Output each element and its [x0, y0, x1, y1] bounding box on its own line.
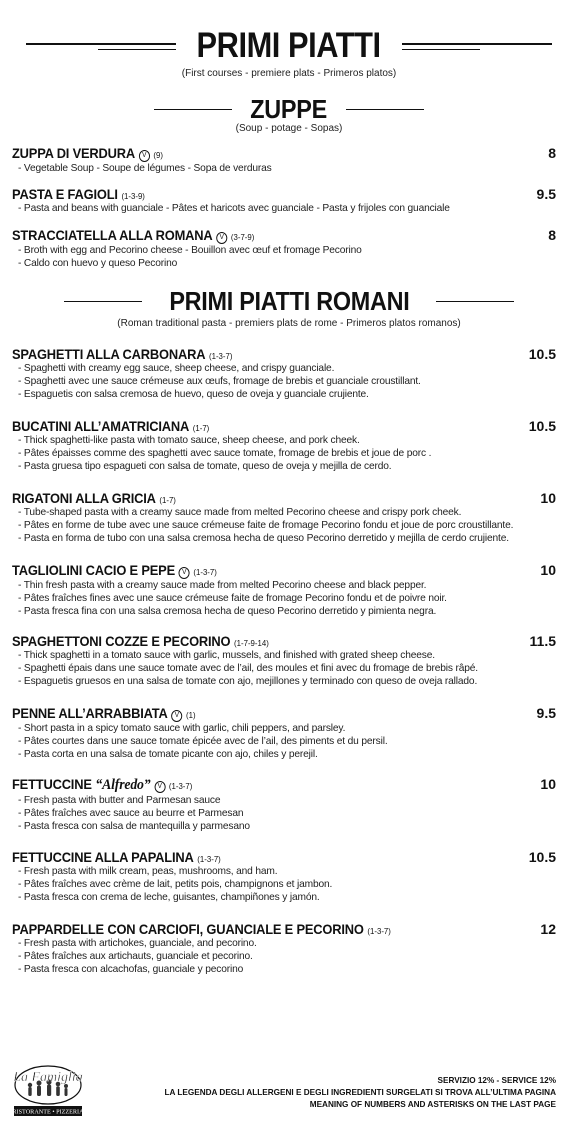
allergen-codes: (9) — [153, 150, 163, 160]
asterisk-meaning-note: MEANING OF NUMBERS AND ASTERISKS ON THE LAST PAGE — [309, 1100, 556, 1109]
romani-header — [0, 286, 578, 317]
logo-script: La Famiglia — [13, 1070, 83, 1085]
main-header — [0, 26, 578, 66]
menu-item-description: - Thick spaghetti-like pasta with tomato sauce, sheep cheese, and pork cheek. — [18, 435, 360, 446]
menu-item-price: 11.5 — [529, 633, 556, 649]
menu-item-description: - Espaguetis gruesos en una salsa de tomate con ajo, mejillones y terminado con queso de oveja rallado. — [18, 676, 478, 687]
menu-item-header — [12, 227, 556, 244]
menu-item-description: - Pasta corta en una salsa de tomate picante con ajo, chiles y perejil. — [18, 749, 318, 760]
menu-item-name: BUCATINI ALL’AMATRICIANA — [12, 418, 190, 434]
menu-item-description: - Fresh pasta with milk cream, peas, mushrooms, and ham. — [18, 866, 278, 877]
menu-item — [12, 849, 556, 904]
menu-item-description: - Spaghetti avec une sauce crémeuse aux œufs, fromage de brebis et guanciale croustillant. — [18, 376, 421, 387]
menu-item — [12, 776, 556, 833]
logo-banner: RISTORANTE • PIZZERIA — [12, 1108, 84, 1116]
menu-item-italic-name: “Alfredo” — [95, 777, 151, 793]
menu-item-title — [12, 346, 232, 362]
menu-item-description: - Pasta fresca con salsa de mantequilla y parmesano — [18, 821, 250, 832]
menu-item-header — [12, 776, 556, 794]
menu-item-name: TAGLIOLINI CACIO E PEPE — [12, 562, 175, 578]
menu-item-description: - Short pasta in a spicy tomato sauce with garlic, chili peppers, and parsley. — [18, 723, 346, 734]
menu-item — [12, 921, 556, 976]
zuppe-header — [0, 94, 578, 125]
footer-note — [165, 1075, 556, 1111]
menu-item-description: - Fresh pasta with butter and Parmesan sauce — [18, 795, 221, 806]
menu-item-description: - Tube-shaped pasta with a creamy sauce made from melted Pecorino cheese and crispy pork cheek. — [18, 507, 462, 518]
menu-item-description: - Spaghetti épais dans une sauce tomate avec de l’ail, des moules et fini avec du fromage de brebis râpé. — [18, 663, 478, 674]
menu-item-price: 8 — [548, 145, 556, 161]
allergen-codes: (1-3-7) — [168, 781, 193, 791]
menu-item-description: - Pâtes fraîches fines avec une sauce crémeuse faite de fromage Pecorino fondu et de poivre noir. — [18, 593, 447, 604]
menu-item — [12, 227, 556, 270]
menu-item-name: PAPPARDELLE CON CARCIOFI, GUANCIALE E PECORINO — [12, 921, 364, 937]
menu-item-price: 9.5 — [536, 186, 556, 202]
menu-item-price: 10 — [540, 490, 556, 506]
menu-item-name: SPAGHETTI ALLA CARBONARA — [12, 346, 206, 362]
menu-item-description: - Pasta fresca fina con una salsa cremosa hecha de queso Pecorino derretido y pimienta negra. — [18, 606, 437, 617]
romani-right-rule — [436, 301, 514, 303]
allergen-legend-note: LA LEGENDA DEGLI ALLERGENI E DEGLI INGREDIENTI SURGELATI SI TROVA ALL’ULTIMA PAGINA — [164, 1088, 556, 1097]
menu-item — [12, 490, 556, 545]
menu-item-title — [12, 633, 269, 649]
zuppe-subtitle: (Soup - potage - Sopas) — [235, 123, 343, 134]
zuppe-right-rule — [346, 109, 424, 111]
menu-item — [12, 186, 556, 215]
menu-item-description: - Espaguetis con salsa cremosa de huevo, queso de oveja y guanciale crujiente. — [18, 389, 369, 400]
menu-item-description: - Caldo con huevo y queso Pecorino — [18, 258, 178, 269]
menu-item-description: - Pâtes courtes dans une sauce tomate épicée avec de l’ail, des piments et du persil. — [18, 736, 388, 747]
menu-item-description: - Pasta and beans with guanciale - Pâtes et haricots avec guanciale - Pasta y frijoles con guanciale — [18, 203, 450, 214]
left-double-rule — [26, 43, 176, 50]
page-subtitle: (First courses - premiere plats - Primeros platos) — [181, 68, 397, 79]
menu-item-name: PASTA E FAGIOLI — [12, 186, 118, 202]
allergen-codes: (1-7) — [159, 495, 176, 505]
menu-item-price: 10.5 — [528, 418, 556, 434]
allergen-codes: (1-3-7) — [197, 854, 221, 864]
menu-item-name: ZUPPA DI VERDURA — [12, 145, 136, 161]
menu-item-name: FETTUCCINE ALLA PAPALINA — [12, 849, 194, 865]
menu-item-price: 10 — [540, 562, 556, 578]
right-double-rule — [402, 43, 552, 50]
menu-item-description: - Pâtes fraîches avec crème de lait, petits pois, champignons et jambon. — [18, 879, 333, 890]
menu-item — [12, 705, 556, 761]
menu-item — [12, 145, 556, 175]
allergen-codes: (1-3-9) — [121, 191, 145, 201]
menu-item-header — [12, 705, 556, 722]
menu-item-description: - Pâtes fraîches aux artichauts, guanciale et pecorino. — [18, 951, 253, 962]
menu-item-description: - Thin fresh pasta with a creamy sauce made from melted Pecorino cheese and black pepper. — [18, 580, 427, 591]
menu-item-description: - Spaghetti with creamy egg sauce, sheep cheese, and crispy guanciale. — [18, 363, 335, 374]
menu-item-header — [12, 186, 556, 202]
menu-item-name: STRACCIATELLA ALLA ROMANA — [12, 227, 213, 243]
menu-item-title — [12, 562, 217, 579]
menu-item-description: - Pasta fresca con alcachofas, guanciale y pecorino — [18, 964, 244, 975]
allergen-codes: (1-3-7) — [208, 351, 233, 361]
menu-item-description: - Thick spaghetti in a tomato sauce with garlic, mussels, and finished with grated sheep cheese. — [18, 650, 435, 661]
menu-item-title — [12, 490, 176, 506]
menu-item-title — [12, 776, 192, 794]
menu-item-description: - Broth with egg and Pecorino cheese - Bouillon avec œuf et fromage Pecorino — [18, 245, 362, 256]
menu-item-header — [12, 490, 556, 506]
zuppe-title: ZUPPE — [250, 94, 328, 124]
menu-item-price: 12 — [540, 921, 556, 937]
menu-item — [12, 562, 556, 618]
menu-item-name: FETTUCCINE — [12, 776, 92, 792]
menu-item-title — [12, 145, 163, 162]
allergen-codes: (1-7-9-14) — [234, 638, 269, 648]
menu-item-header — [12, 145, 556, 162]
page-title: PRIMI PIATTI — [196, 26, 382, 65]
allergen-codes: (1-3-7) — [367, 926, 391, 936]
vegetarian-icon: V — [154, 781, 165, 793]
menu-item-price: 10 — [540, 776, 556, 792]
romani-subtitle: (Roman traditional pasta - premiers plats de rome - Primeros platos romanos) — [117, 318, 461, 329]
menu-item-title — [12, 705, 196, 722]
menu-item — [12, 346, 556, 401]
menu-item-price: 8 — [548, 227, 556, 243]
menu-item-header — [12, 562, 556, 579]
menu-item-title — [12, 227, 254, 244]
vegetarian-icon: V — [139, 150, 150, 162]
menu-item-description: - Pasta en forma de tubo con una salsa cremosa hecha de queso Pecorino derretido y mejilla de cerdo crujiente. — [18, 533, 509, 544]
menu-item-header — [12, 418, 556, 434]
romani-left-rule — [64, 301, 142, 303]
vegetarian-icon: V — [171, 710, 182, 722]
vegetarian-icon: V — [216, 232, 227, 244]
allergen-codes: (1-3-7) — [193, 567, 217, 577]
menu-item-description: - Pâtes fraîches avec sauce au beurre et Parmesan — [18, 808, 244, 819]
menu-item-name: RIGATONI ALLA GRICIA — [12, 490, 156, 506]
allergen-codes: (3-7-9) — [230, 232, 255, 242]
romani-title: PRIMI PIATTI ROMANI — [168, 286, 410, 316]
service-charge: SERVIZIO 12% - SERVICE 12% — [437, 1076, 556, 1085]
menu-item-description: - Pasta fresca con crema de leche, guisantes, champiñones y jamón. — [18, 892, 320, 903]
menu-item-price: 9.5 — [536, 705, 556, 721]
menu-item — [12, 633, 556, 688]
menu-item-description: - Fresh pasta with artichokes, guanciale, and pecorino. — [18, 938, 257, 949]
zuppe-left-rule — [154, 109, 232, 111]
menu-item-description: - Vegetable Soup - Soupe de légumes - Sopa de verduras — [18, 163, 272, 174]
menu-item-header — [12, 346, 556, 362]
menu-item-price: 10.5 — [528, 849, 556, 865]
allergen-codes: (1-7) — [192, 423, 210, 433]
menu-item-header — [12, 849, 556, 865]
menu-item-description: - Pâtes en forme de tube avec une sauce crémeuse faite de fromage Pecorino fondu et joue de porc croustillante. — [18, 520, 514, 531]
menu-item-header — [12, 921, 556, 937]
menu-item-title — [12, 418, 209, 434]
menu-item-title — [12, 921, 391, 937]
la-famiglia-logo — [12, 1063, 84, 1119]
vegetarian-icon: V — [179, 567, 190, 579]
menu-item — [12, 418, 556, 473]
allergen-codes: (1) — [186, 710, 196, 720]
menu-item-title — [12, 849, 221, 865]
menu-item-description: - Pâtes épaisses comme des spaghetti avec sauce tomate, fromage de brebis et joue de porc . — [18, 448, 432, 459]
menu-item-title — [12, 186, 145, 202]
menu-item-name: SPAGHETTONI COZZE E PECORINO — [12, 633, 231, 649]
menu-item-header — [12, 633, 556, 649]
menu-item-description: - Pasta gruesa tipo espagueti con salsa de tomate, queso de oveja y mejilla de cerdo. — [18, 461, 392, 472]
menu-item-name: PENNE ALL’ARRABBIATA — [12, 705, 168, 721]
menu-item-price: 10.5 — [528, 346, 556, 362]
